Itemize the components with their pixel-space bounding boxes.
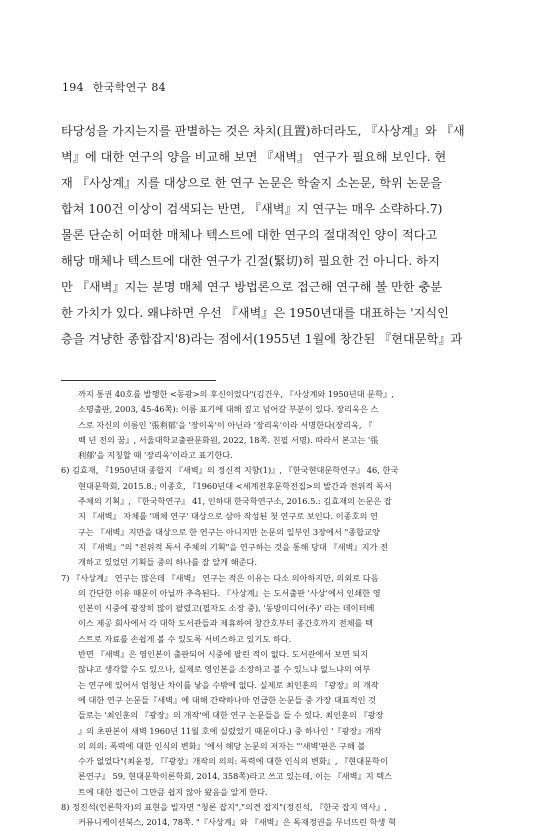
footnote-line: 의 의의: 폭력에 대한 인식의 변화』'에서 해당 논문의 저자는 "'새벽'판은 구해 볼 [78,740,366,751]
journal-title: 한국학연구 84 [92,81,166,94]
body-line: 해당 매체나 텍스트에 대한 연구가 긴절(緊切)히 필요한 건 아니다. 하지 [61,254,440,268]
footnote-line: 스트로 자료를 손쉽게 볼 수 있도록 서비스하고 있기도 하다. [78,633,292,644]
footnote-line: 주체의 기획』, 『한국학연구』 41, 인하대 한국학연구소, 2016.5.: 김효재의 논문은 잡 [78,496,392,507]
footnote-line: 개하고 있었던 기획들 중의 하나를 잘 알게 해준다. [78,557,258,568]
footnote-separator [61,380,216,381]
footnote-line: 론연구』 59, 현대문학이론학회, 2014, 358쪽)라고 쓰고 있는데, 이는 『새벽』지 텍스 [78,771,393,782]
body-line: 타당성을 가지는지를 판별하는 것은 차치(且置)하더라도, 『사상계』와 『새 [61,124,465,138]
footnote-line: 6) 김효재, 『1950년대 종합지 『새벽』의 정신적 지향(1)』, 『한국현대문학연구』 46, 한국 [61,465,399,476]
footnote-line: 利郁'을 지칭할 때 '장리욱'이라고 표기한다. [78,450,233,461]
running-header [62,79,166,95]
body-line: 합쳐 100건 이상이 검색되는 반면, 『새벽』지 연구는 매우 소략하다.7) [61,202,443,216]
footnote-line: 7) 『사상계』 연구는 많은데 『새벽』 연구는 적은 이유는 다소 의아하지만, 의외로 다음 [61,572,379,583]
body-line: 층을 겨냥한 종합잡지'8)라는 점에서(1955년 1월에 창간된 『현대문학』과 [61,332,463,346]
footnote-line: 지 『새벽』 자체를 '매체 연구' 대상으로 삼아 작성된 첫 연구로 보인다. 이종호의 연 [78,511,378,522]
footnote-line: 』의 초판본이 새벽 1960년 11월 호에 실렸었기 때문이다.) 중 하나인 '『광장』개작 [78,725,382,736]
footnote-line: 는 연구에 있어서 엄청난 차이를 낳을 수밖에 없다. 실제로 최인훈의 『광장』의 개작 [78,679,379,690]
footnote-line: 들로는 '최인훈의 『광장』의 개작'에 대한 연구 논문들을 들 수 있다. 최인훈의 『광장 [78,710,384,721]
body-paragraph [61,118,485,352]
footnote-line: 않냐고 생각할 수도 있으나, 실제로 영인본을 소장하고 볼 수 있느냐 없느냐의 여부 [78,664,371,675]
footnote-line: 수가 없었다"(최윤정, 『『광장』개작의 의의: 폭력에 대한 인식의 변화』, 『현대문학이 [78,756,388,767]
footnote-line: 소명출판, 2003, 45-46쪽): 이름 표기에 대해 짚고 넘어갈 부분이 있다. 장리욱은 스 [78,404,379,415]
body-line: 벽』에 대한 연구의 양을 비교해 보면 『새벽』 연구가 필요해 보인다. 현 [61,150,447,164]
footnote-line: 스로 자신의 이름인 '張利郁'을 '장이욱'이 아닌라 '장리욱'이라 서명한다(장리욱, 『 [78,419,373,430]
footnote-line: 인본이 시중에 광장히 많이 팔렸고(필자도 소장 중), '동방미디어(주)' 라는 데이터베 [78,603,375,614]
body-line: 만 『새벽』지는 분명 매체 연구 방법론으로 접근해 연구해 볼 만한 충분 [61,280,442,294]
footnote-line: 백 년 전의 꿈』, 서울대학교출판문화원, 2022, 18쪽. 친필 서명). 따라서 본고는 '張 [78,434,379,445]
footnote-line: 이스 제공 회사에서 각 대학 도서관들과 제휴하여 창간호부터 종간호까지 전체를 텍 [78,618,373,629]
page-number: 194 [62,81,84,94]
footnote-line: 커뮤니케이션북스, 2014, 78쪽. "『사상계』와 『새벽』은 독재정권을 무너뜨린 학생 혁 [78,817,396,828]
footnote-line: 8) 정진석(언론학자)의 표현을 빌자면 "청론 잡지","의견 잡지"(정진석, 『한국 잡지 역사』, [61,802,387,813]
footnote-line: 지 『새벽』"의 "전위적 독서 주체의 기획"을 연구하는 것을 통해 당대 『새벽』지가 전 [78,541,388,552]
footnote-line: 까지 통권 40호를 발행한 <동광>의 후신이었다"(김건우, 『사상계와 1950년대 문학』, [78,389,394,399]
footnote-line: 에 대한 연구 논문들『새벽』에 대해 간략하나마 언급한 논문들 중 가장 대표적인 것 [78,694,377,705]
body-line: 물론 단순히 어떠한 매체나 텍스트에 대한 연구의 절대적인 양이 적다고 [61,228,438,242]
footnote-line: 현대문학회, 2015.8.; 이종호, 『1960년대 <세계전후문학전집>의 발간과 전위적 독서 [78,480,392,491]
body-line: 재 『사상계』지를 대상으로 한 연구 논문은 학술지 소논문, 학위 논문을 [61,176,442,190]
footnotes [61,387,487,831]
footnote-line: 반면 『새벽』은 영인본이 출판되어 시중에 팔린 적이 없다. 도서관에서 보면 되지 [78,649,369,660]
body-line: 한 가치가 있다. 왜냐하면 우선 『새벽』은 1950년대를 대표하는 '지식인 [61,306,449,320]
footnote-line: 구는 『새벽』지만을 대상으로 한 연구는 아니지만 논문의 일부인 3장에서 "종합교양 [78,526,380,537]
footnote-line: 의 간단한 이유 때문이 아닐까 추측된다. 『사상계』는 도서출판 '사상'에서 인쇄한 영 [78,587,381,598]
footnote-line: 트에 대한 접근이 그만큼 쉽지 않아 왔음을 알게 한다. [78,786,268,797]
